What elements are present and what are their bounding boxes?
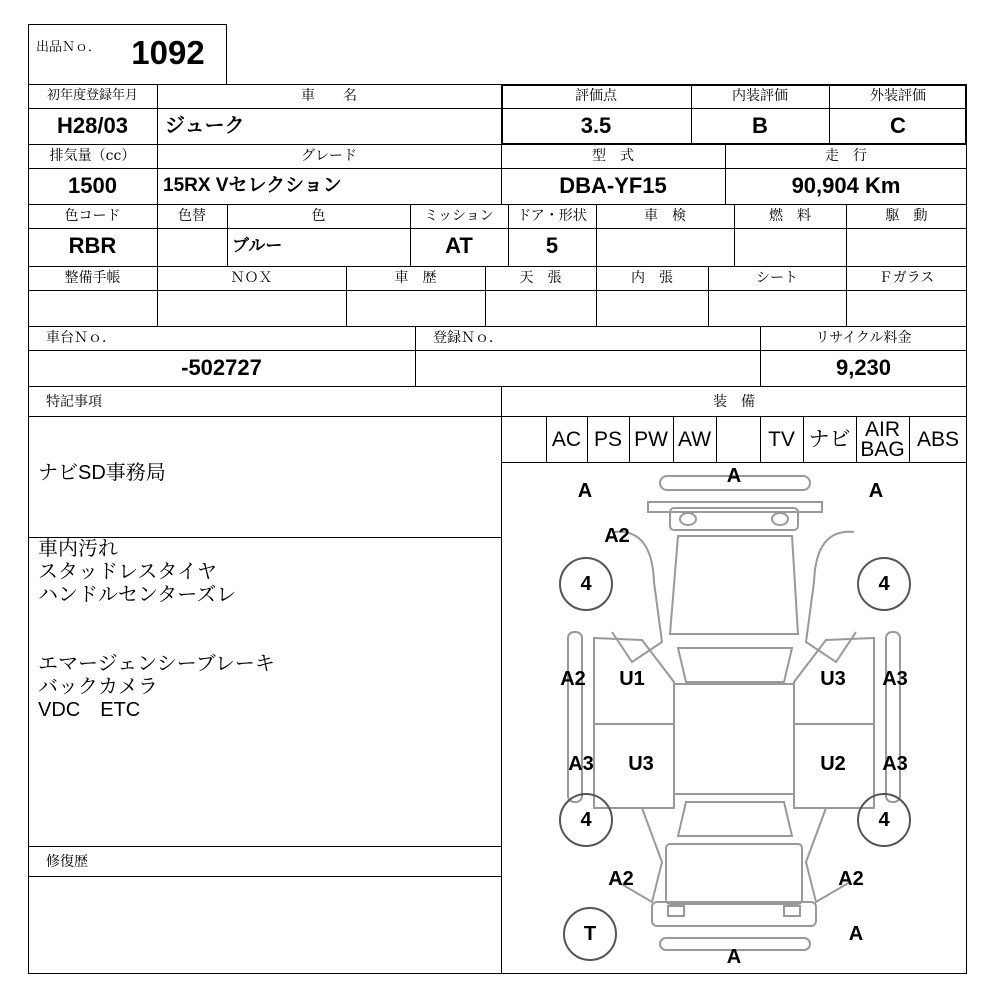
doors-label: ドア・形状 — [517, 208, 587, 224]
equipment-aw: AW — [677, 428, 712, 451]
equipment-blank-2 — [716, 418, 760, 462]
interior-trim-label: 内 張 — [631, 270, 673, 286]
inspection-label: 車 検 — [644, 208, 686, 224]
model-value: DBA-YF15 — [559, 173, 667, 198]
mark-tire-rear-right: 4 — [878, 809, 890, 831]
color-label: 色 — [311, 208, 326, 224]
mark-right-front-sill: A3 — [882, 668, 908, 690]
color-code-label: 色コード — [64, 208, 121, 224]
grade-value: 15RX Vセレクション — [163, 175, 342, 196]
registration-label: 登録Ｎｏ． — [433, 330, 503, 346]
equipment-abs: ABS — [916, 428, 960, 451]
equipment-navi: ナビ — [808, 428, 851, 451]
transmission-value: AT — [445, 233, 473, 258]
fuel-label: 燃 料 — [769, 208, 811, 224]
equipment-blank-1 — [502, 418, 546, 462]
mileage-value: 90,904 Km — [791, 173, 901, 198]
mark-rear-bumper: A — [726, 946, 742, 968]
score-label: 評価点 — [575, 88, 617, 104]
mark-rear-right-corner: A — [848, 923, 864, 945]
mark-right-rear-sill: A3 — [882, 753, 908, 775]
model-label: 型 式 — [592, 148, 634, 164]
drive-label: 駆 動 — [885, 208, 928, 224]
equipment-label: 装 備 — [713, 394, 755, 410]
fglass-label: Ｆガラス — [878, 270, 935, 286]
car-diagram — [502, 462, 966, 973]
repaint-label: 色替 — [178, 208, 206, 224]
nox-label: ＮＯＸ — [230, 270, 273, 286]
reg-year-label: 初年度登録年月 — [46, 88, 138, 103]
car-name-label: 車 名 — [301, 88, 357, 104]
exterior-label: 外装評価 — [870, 88, 926, 104]
mark-left-front-door: U1 — [619, 668, 645, 690]
mark-tire-rear-left: 4 — [580, 809, 592, 831]
mark-left-rear-door: U3 — [628, 753, 654, 775]
equipment-ps: PS — [593, 428, 622, 451]
mark-left-front-sill: A2 — [560, 668, 586, 690]
mark-spare-tire: T — [583, 923, 597, 945]
notes-label: 特記事項 — [46, 394, 102, 410]
doors-value: 5 — [545, 233, 559, 258]
history-label: 車 歴 — [394, 270, 437, 286]
chassis-value: -502727 — [181, 355, 262, 380]
notes-box-2: 車内汚れ スタッドレスタイヤ ハンドルセンターズレ エマージェンシーブレーキ バックカメラ VDC ETC — [38, 538, 275, 721]
score-value: 3.5 — [580, 113, 612, 138]
mark-right-rear-door: U2 — [820, 753, 846, 775]
lot-number: 1092 — [131, 34, 205, 71]
mark-front-left-corner: A — [577, 480, 593, 502]
interior-label: 内装評価 — [732, 88, 788, 104]
grade-label: グレード — [301, 148, 357, 164]
reg-year-value: H28/03 — [57, 113, 128, 138]
car-name-value: ジューク — [165, 115, 245, 137]
mark-front-bumper: A — [726, 465, 742, 487]
lot-label: 出品Ｎｏ． — [36, 40, 102, 55]
exterior-value: C — [890, 113, 906, 138]
notes-box-1: ナビSD事務局 — [38, 462, 166, 484]
equipment-pw: PW — [634, 428, 668, 451]
mark-hood: A2 — [604, 525, 630, 547]
color-value: ブルー — [232, 236, 283, 255]
displacement-label: 排気量（cc） — [49, 148, 136, 164]
mark-tire-front-left: 4 — [580, 573, 592, 595]
displacement-value: 1500 — [68, 173, 117, 198]
interior-value: B — [752, 113, 768, 138]
transmission-label: ミッション — [424, 208, 494, 224]
color-code-value: RBR — [68, 233, 117, 258]
mark-front-right-corner: A — [868, 480, 884, 502]
chassis-label: 車台Ｎｏ． — [46, 330, 116, 346]
equipment-ac: AC — [551, 428, 582, 451]
equipment-tv: TV — [768, 428, 795, 451]
mark-right-front-door: U3 — [820, 668, 846, 690]
repair-history-label: 修復歴 — [46, 854, 88, 870]
mark-rear-left: A2 — [608, 868, 634, 890]
mark-tire-front-right: 4 — [878, 573, 890, 595]
seat-label: シート — [756, 270, 798, 286]
mark-rear-right: A2 — [838, 868, 864, 890]
mileage-label: 走 行 — [825, 148, 867, 164]
equipment-airbag: AIR BAG — [860, 418, 905, 461]
maintenance-label: 整備手帳 — [64, 270, 121, 286]
mark-left-rear-sill: A3 — [568, 753, 594, 775]
recycle-label: リサイクル料金 — [815, 330, 912, 346]
recycle-value: 9,230 — [835, 355, 892, 380]
roof-label: 天 張 — [519, 270, 562, 286]
